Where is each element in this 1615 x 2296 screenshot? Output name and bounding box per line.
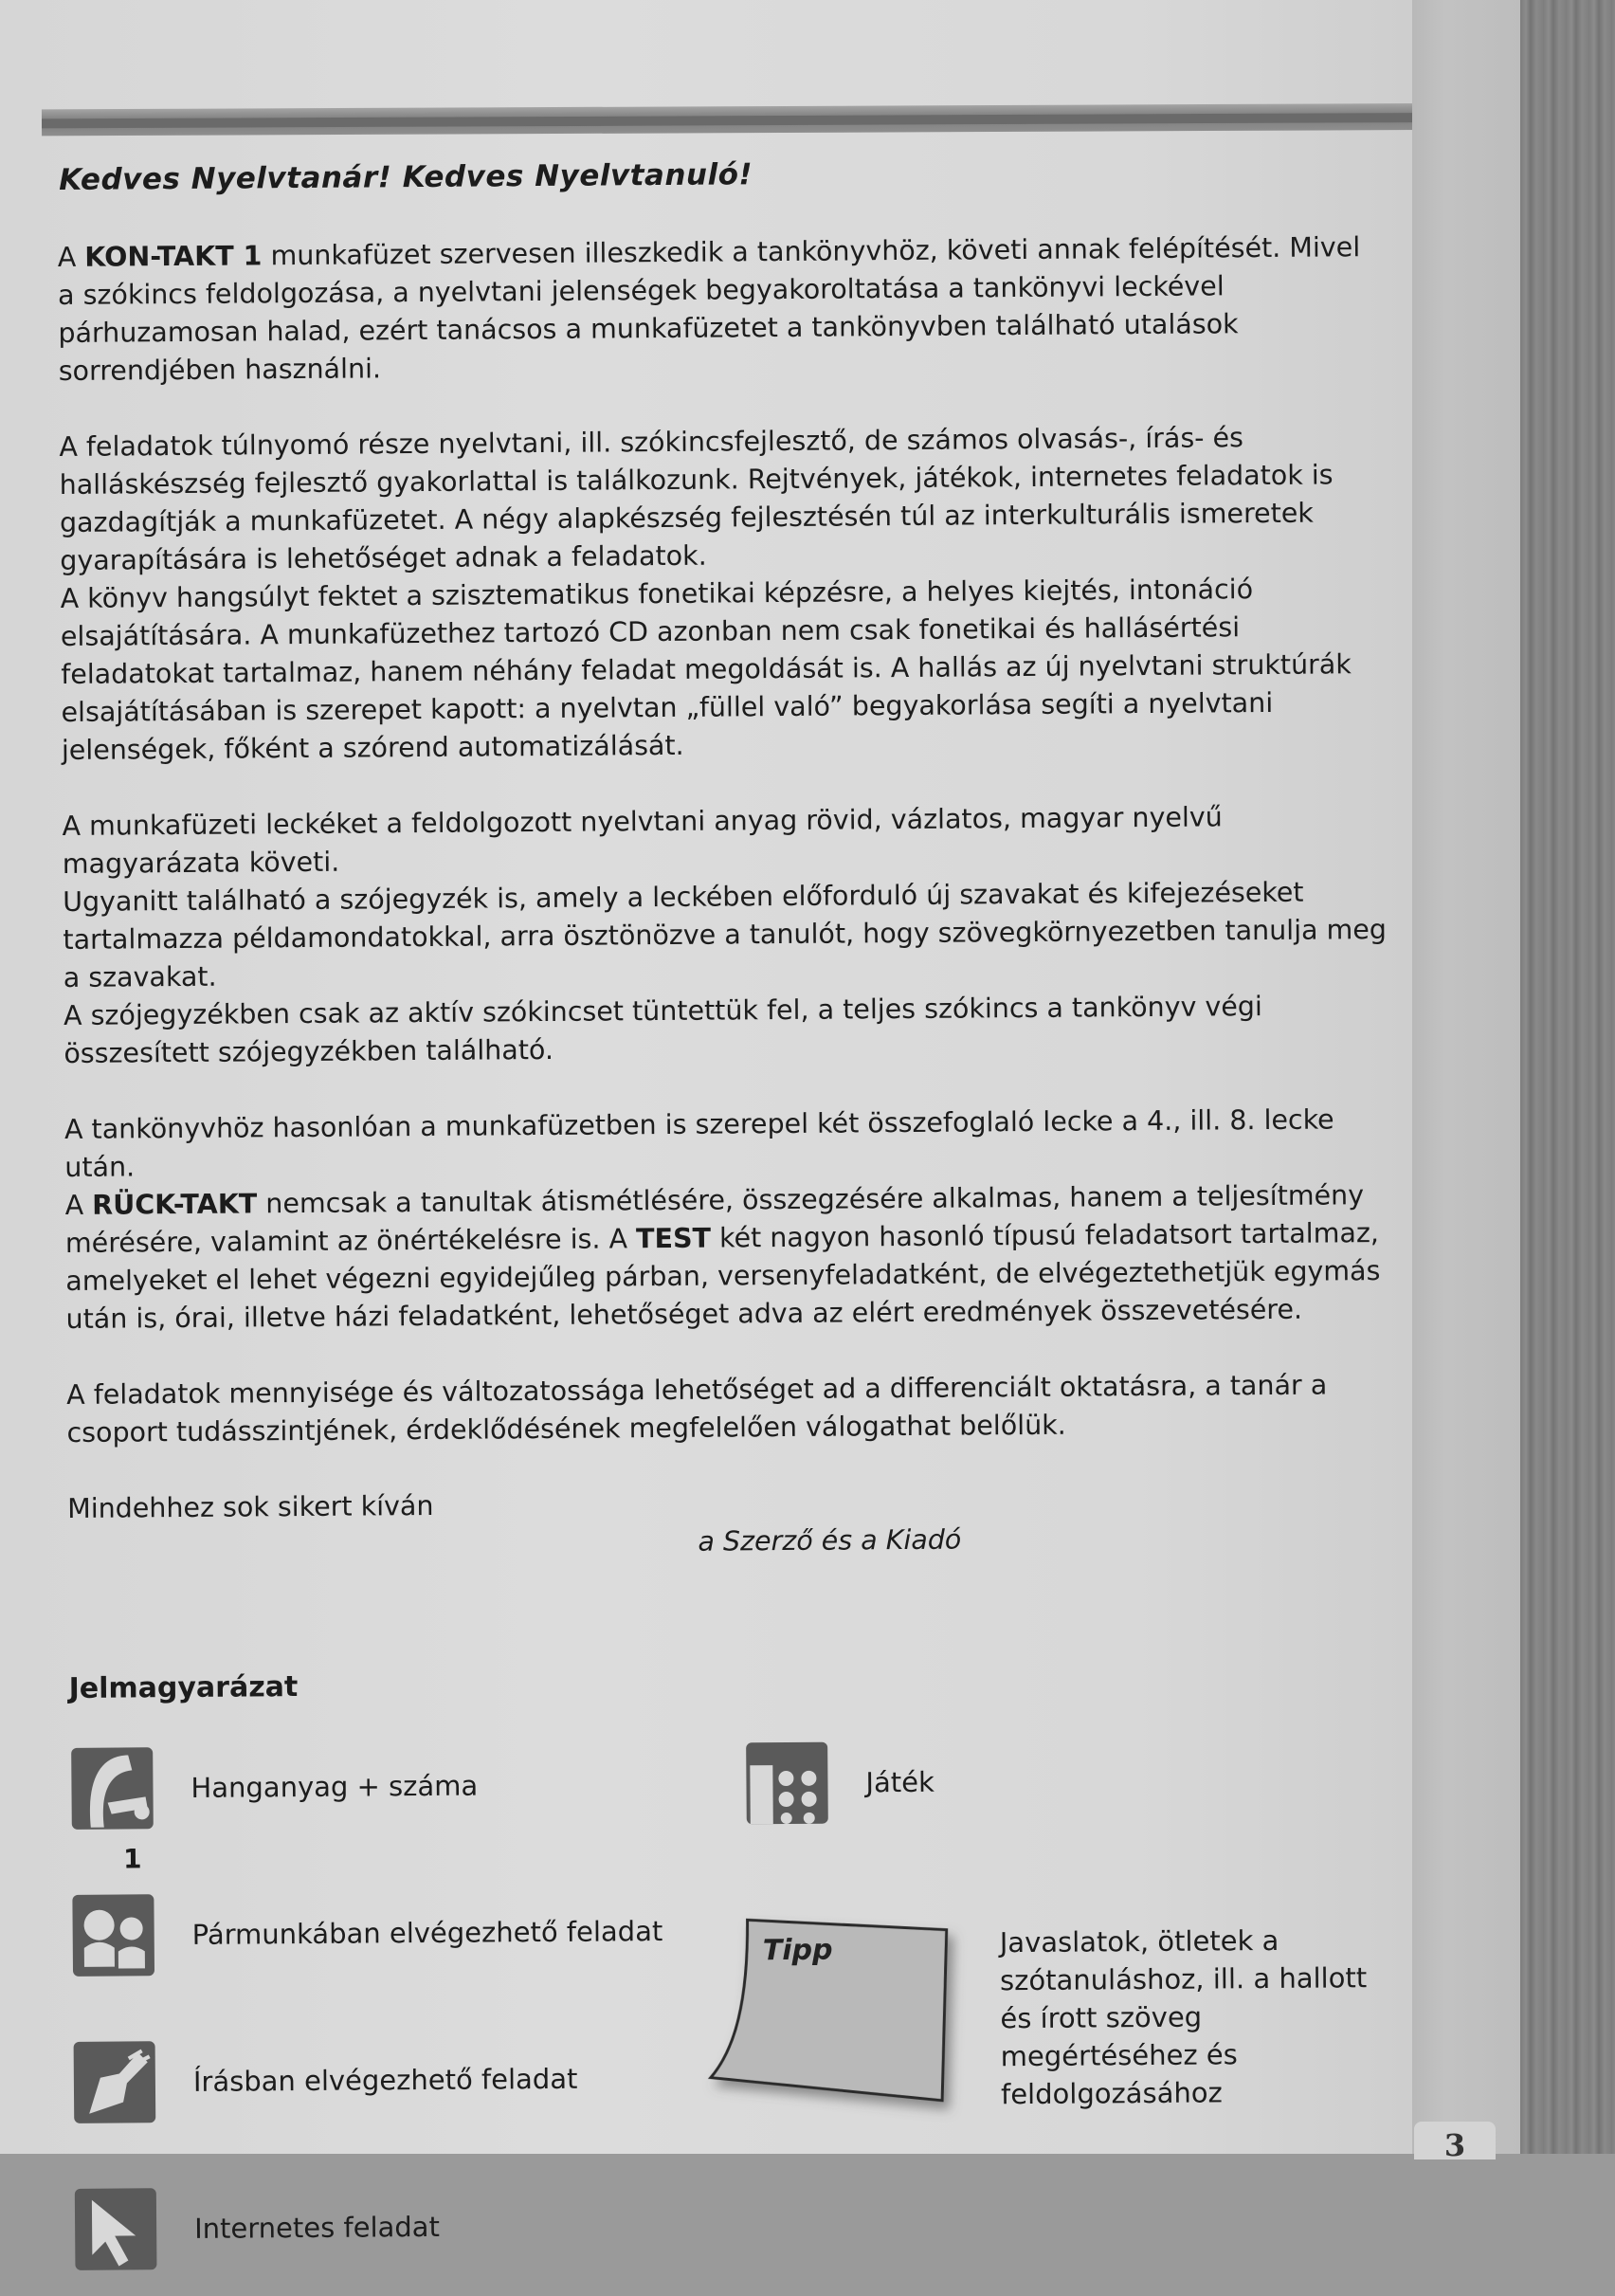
tipp-title: Tipp (762, 1933, 833, 1968)
audio-label: Hanganyag + száma (191, 1769, 479, 1804)
vocabulary-paragraph: Ugyanitt található a szójegyzék is, amely a leckében előforduló új szavakat és kifejezéseket tartalmazza példamondatokkal, arra ösztönözve a tanulót, hogy szövegkörnyezetben tanulja meg a szavakat. (63, 876, 1388, 993)
game-icon (744, 1740, 830, 1827)
headphones-icon (69, 1745, 155, 1831)
legend-audio (69, 1743, 479, 1875)
tasks-paragraph: A feladatok túlnyomó része nyelvtani, ill. szókincsfejlesztő, de számos olvasás-, írás- és halláskészség fejlesztő gyakorlattal is találkozunk. Rejtvények, játékok, internetes feladatok is gazdagítják a munkafüzetet. A négy alapkészség fejlesztésén túl az interkulturális ismeretek gyarapítására is lehetőséget adnak a feladatok. (59, 422, 1334, 576)
intro-paragraph (58, 228, 1386, 391)
legend (69, 1698, 1401, 2296)
writing-label: Írásban elvégezhető feladat (192, 2062, 578, 2098)
review-paragraph: A tankönyvhöz hasonlóan a munkafüzetben is szerepel két összefoglaló lecke a 4., ill. 8. lecke után. (64, 1103, 1334, 1183)
wordlist-paragraph: A szójegyzékben csak az aktív szókincset tüntettük fel, a teljes szókincs a tankönyv végi összesített szójegyzékben található. (63, 991, 1262, 1069)
text-run: A (57, 241, 85, 273)
legend-title: Jelmagyarázat (68, 1670, 299, 1705)
pair-work-icon (70, 1892, 156, 1978)
text-run: munkafüzet szervesen illeszkedik a tankönyvhöz, követi annak felépítését. Mivel a szókincs feldolgozása, a nyelvtani jelenségek begyakoroltatása a tankönyvi leckével párhuzamosan halad, ezért tanácsos a munkafüzetet a tankönyvben található utalások sorrendjében használni. (57, 231, 1361, 387)
pair-work-label: Pármunkában elvégezhető feladat (191, 1915, 663, 1951)
grammar-paragraph: A munkafüzeti leckéket a feldolgozott nyelvtani anyag rövid, vázlatos, magyar nyelvű magyarázata követi. (62, 801, 1223, 880)
text-run: nemcsak a tanultak átismétlésére, összegzésére alkalmas, hanem a teljesítmény mérésére, valamint az önértékelésre is. A (64, 1179, 1365, 1259)
legend-game (744, 1740, 935, 1827)
legend-pair-work (70, 1888, 662, 1978)
writing-icon (72, 2039, 158, 2125)
text-run: két nagyon hasonló típusú feladatsort tartalmaz, amelyeket el lehet végezni egyidejűleg párban, versenyfeladatként, de elvégeztethetjük egymás után is, órai, illetve házi feladatként, lehetőséget adva az elért eredmények összevetésére. (65, 1217, 1381, 1335)
page-number: 3 (1414, 2122, 1496, 2159)
book-title-bold: KON-TAKT 1 (84, 240, 263, 273)
test-bold: TEST (635, 1222, 712, 1255)
internet-label: Internetes feladat (193, 2210, 441, 2245)
cursor-icon (73, 2186, 159, 2272)
tipp-description: Javaslatok, ötletek a szótanuláshoz, ill. a hallott és írott szöveg megértéséhez és feldolgozásához (999, 1923, 1368, 2111)
phonetics-paragraph: A könyv hangsúlyt fektet a szisztematikus fonetikai képzésre, a helyes kiejtés, intonáció elsajátítására. A munkafüzethez tartozó CD azonban nem csak fonetikai és hallásértési feladatokat tartalmaz, hanem néhány feladat megoldását is. A hallás az új nyelvtani struktúrák elsajátításában is szerepet kapott: a nyelvtan „füllel való” begyakorlása segíti a nyelvtani jelenségek, főként a szórend automatizálását. (60, 574, 1352, 766)
page-content (57, 151, 1401, 2296)
signoff-text: Mindehhez sok sikert kíván (67, 1489, 434, 1524)
greeting-heading: Kedves Nyelvtanár! Kedves Nyelvtanuló! (59, 157, 753, 197)
differentiation-paragraph: A feladatok mennyisége és változatossága lehetőséget ad a differenciált oktatásra, a tanár a csoport tudásszintjének, érdeklődésének megfelelően válogathat belőlük. (66, 1369, 1328, 1449)
signature-text: a Szerző és a Kiadó (698, 1523, 962, 1558)
game-label: Játék (865, 1765, 935, 1799)
legend-writing (72, 2036, 578, 2125)
legend-internet (73, 2184, 440, 2272)
test-paragraph (64, 1176, 1392, 1339)
rueck-takt-bold: RÜCK-TAKT (92, 1188, 258, 1221)
audio-number: 1 (122, 1843, 142, 1875)
tipp-note-icon (706, 1915, 964, 2106)
background-surface (1520, 0, 1615, 2154)
text-run: A (64, 1189, 93, 1221)
page-edge-shadow (1412, 0, 1520, 2154)
